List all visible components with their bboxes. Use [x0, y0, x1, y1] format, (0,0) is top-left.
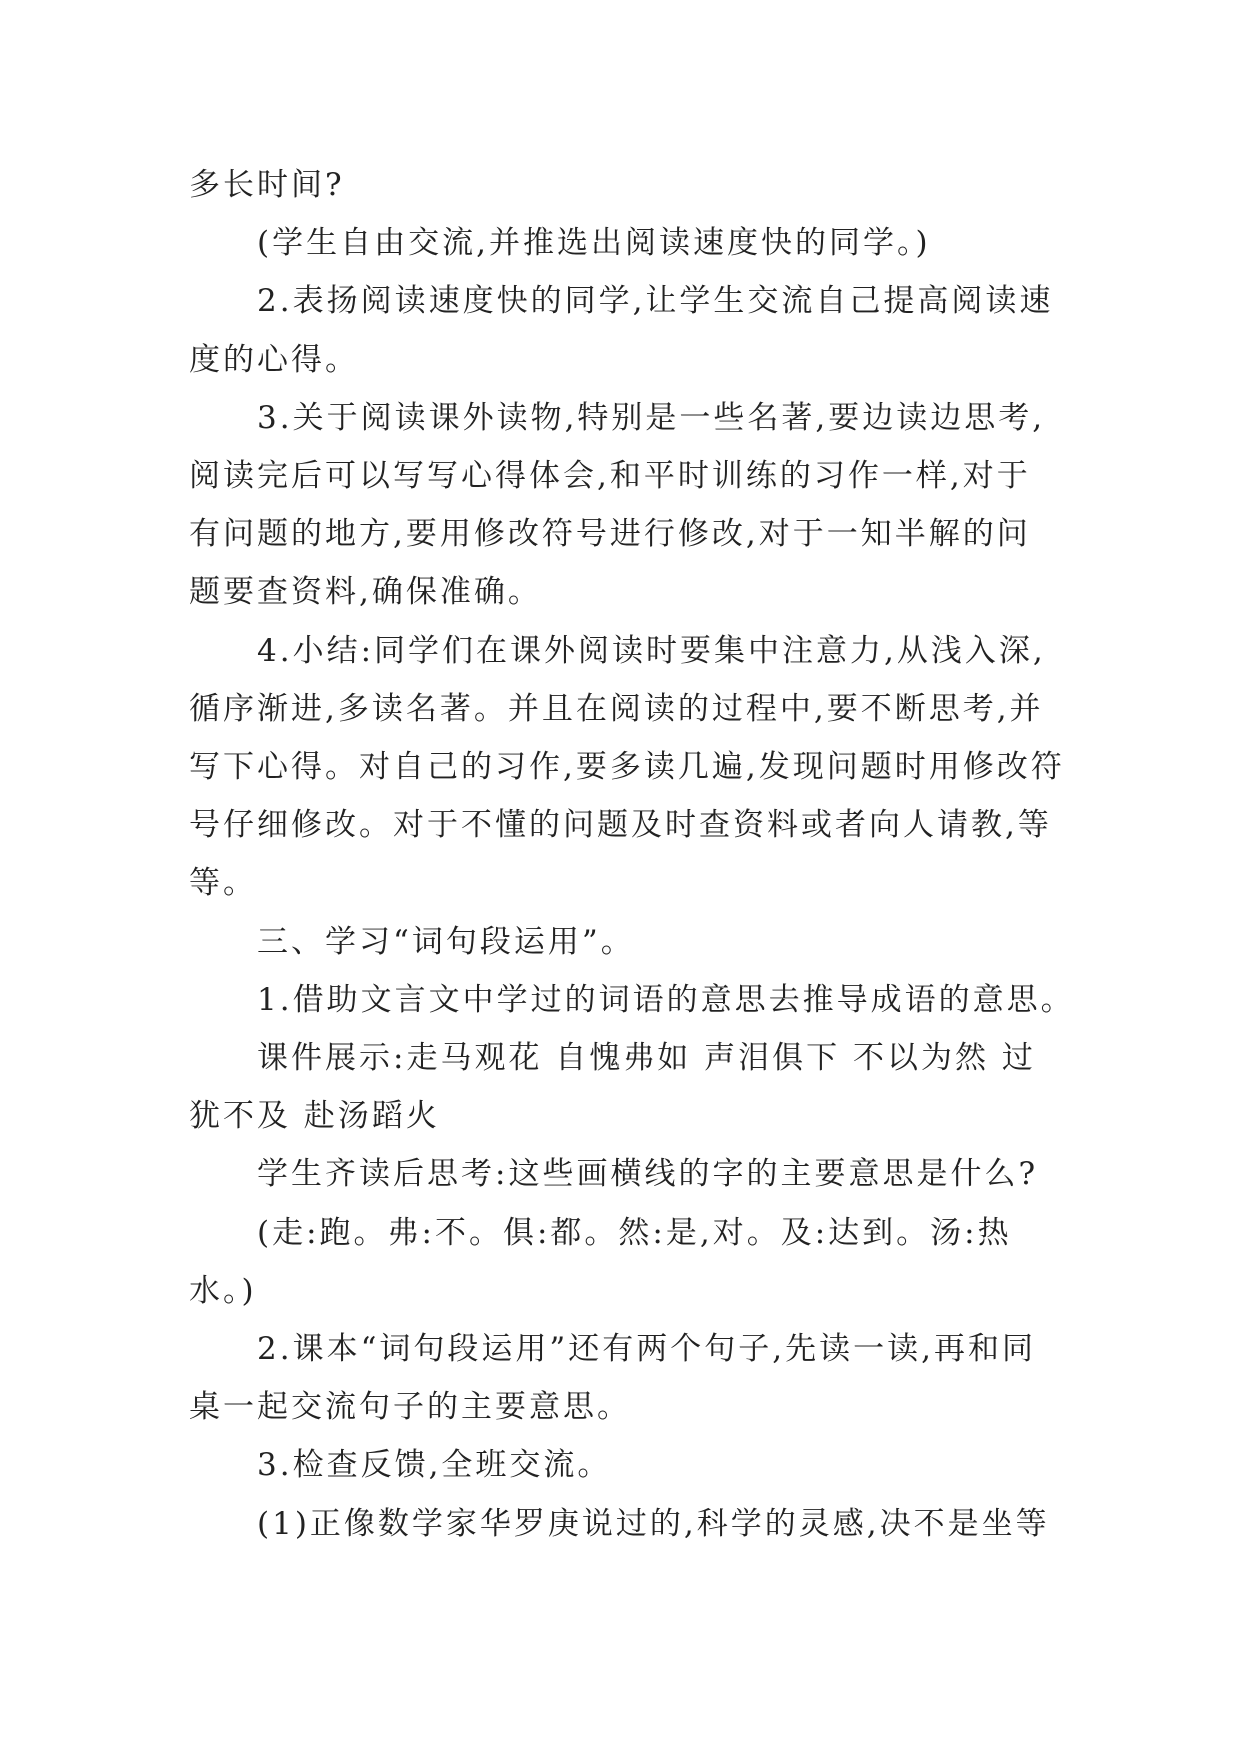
text-line: 1.借助文言文中学过的词语的意思去推导成语的意思。 [257, 981, 1075, 1018]
text-line: 写下心得。对自己的习作,要多读几遍,发现问题时用修改符 [189, 749, 1065, 786]
section-heading: 三、学习“词句段运用”。 [257, 923, 635, 960]
text-line: 循序渐进,多读名著。并且在阅读的过程中,要不断思考,并 [189, 690, 1044, 727]
body-text [189, 156, 1075, 1553]
text-line: 犹不及 赴汤蹈火 [189, 1098, 440, 1135]
text-line: 学生齐读后思考:这些画横线的字的主要意思是什么? [257, 1156, 1039, 1193]
text-line: 度的心得。 [189, 341, 359, 378]
text-line: 2.表扬阅读速度快的同学,让学生交流自己提高阅读速 [257, 283, 1054, 320]
text-line: 桌一起交流句子的主要意思。 [189, 1389, 631, 1426]
text-line: 课件展示:走马观花 自愧弗如 声泪俱下 不以为然 过 [257, 1040, 1036, 1077]
text-line: 3.关于阅读课外读物,特别是一些名著,要边读边思考, [257, 399, 1046, 436]
text-line: 等。 [189, 865, 257, 902]
text-line: 2.课本“词句段运用”还有两个句子,先读一读,再和同 [257, 1331, 1036, 1368]
text-line: (走:跑。弗:不。俱:都。然:是,对。及:达到。汤:热 [257, 1214, 1012, 1251]
text-line: (1)正像数学家华罗庚说过的,科学的灵感,决不是坐等 [257, 1505, 1050, 1542]
text-line: 阅读完后可以写写心得体会,和平时训练的习作一样,对于 [189, 458, 1031, 495]
text-line: 4.小结:同学们在课外阅读时要集中注意力,从浅入深, [257, 632, 1046, 669]
text-line: 多长时间? [189, 167, 345, 203]
text-line: 水。) [189, 1272, 257, 1309]
text-line: 有问题的地方,要用修改符号进行修改,对于一知半解的问 [189, 516, 1031, 553]
text-line: 题要查资料,确保准确。 [189, 574, 542, 611]
text-line: 3.检查反馈,全班交流。 [257, 1447, 612, 1484]
text-line: (学生自由交流,并推选出阅读速度快的同学。) [257, 225, 931, 262]
text-line: 号仔细修改。对于不懂的问题及时查资料或者向人请教,等 [189, 807, 1052, 844]
